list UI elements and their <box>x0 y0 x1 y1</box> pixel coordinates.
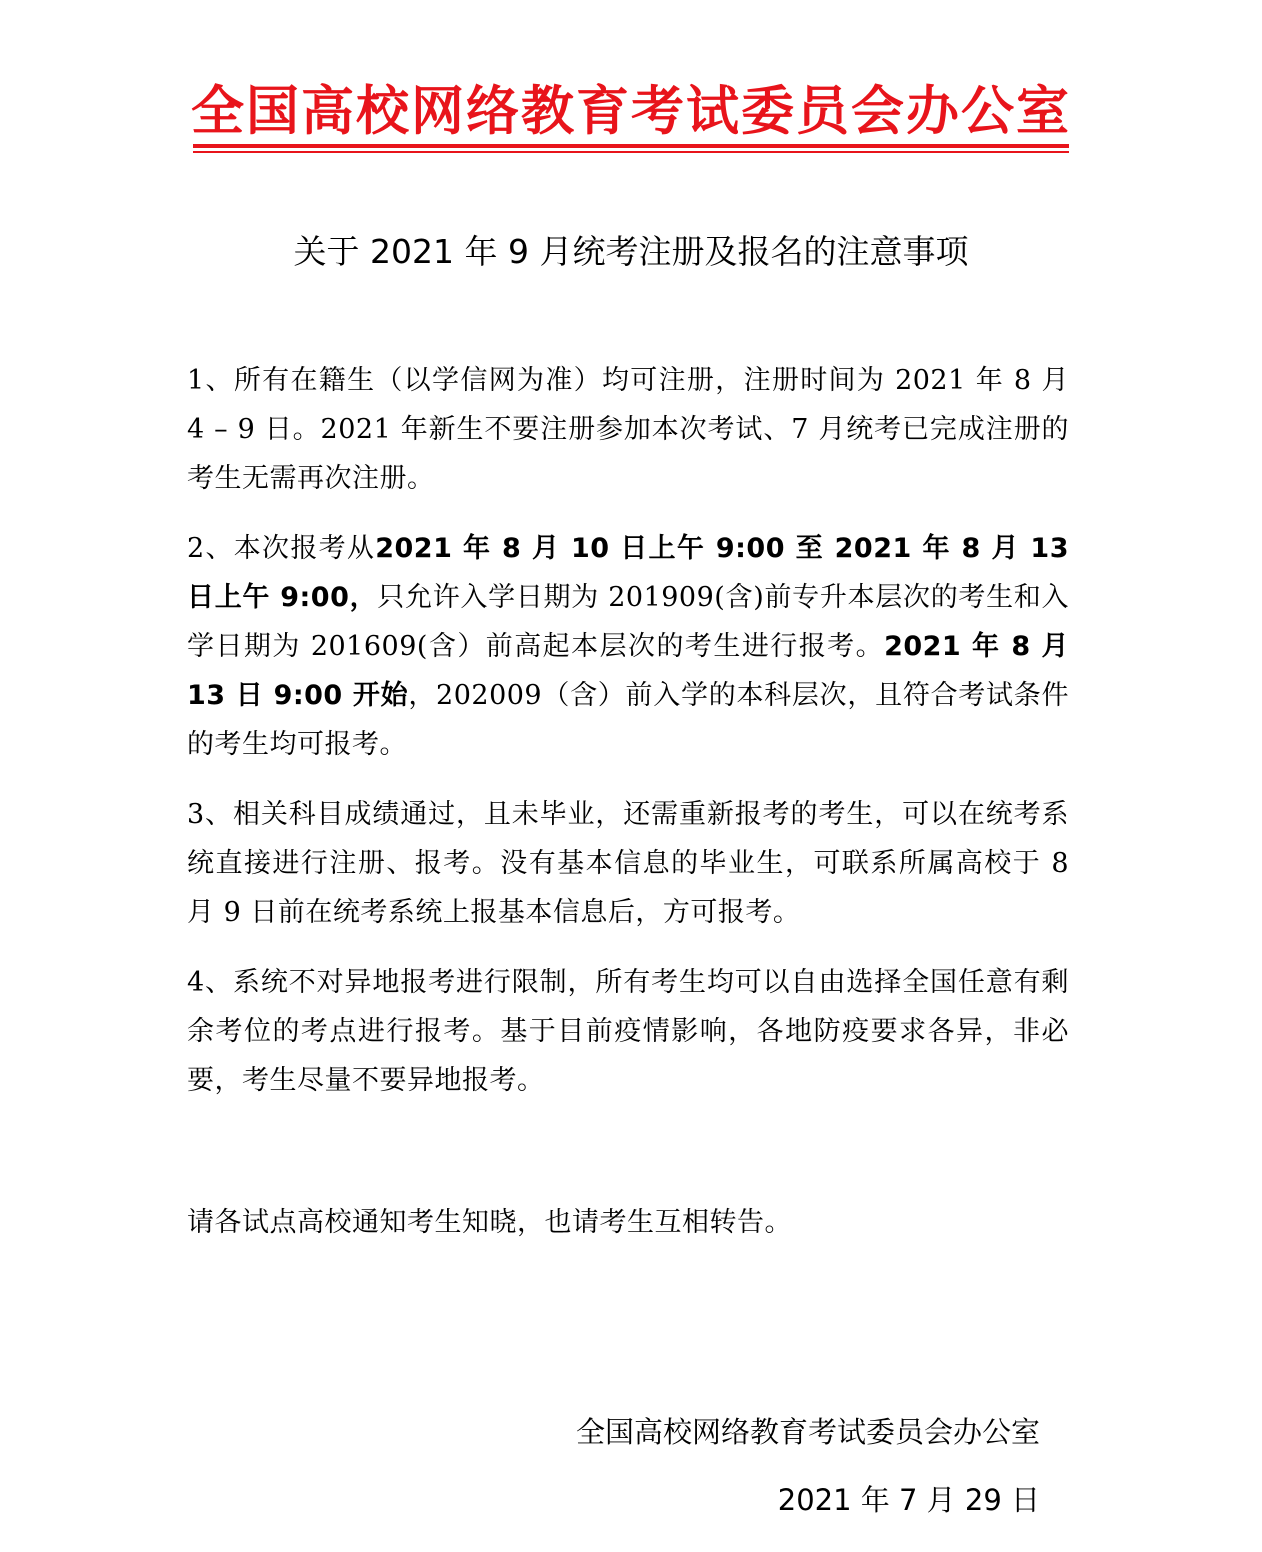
signature-org: 全国高校网络教育考试委员会办公室 <box>575 1415 1040 1449</box>
letterhead-title: 全国高校网络教育考试委员会办公室 <box>191 81 1071 142</box>
item-2 <box>187 524 1069 769</box>
item-1 <box>187 356 1069 503</box>
item-2-text-c: ，202009（含）前入学的本科层次，且符合考试条件的考生均可报考。 <box>187 680 1069 760</box>
item-1-text: 1、所有在籍生（以学信网为准）均可注册，注册时间为 2021 年 8 月 4 – 9 日。2021 年新生不要注册参加本次考试、7 月统考已完成注册的考生无需再次注册。 <box>187 365 1069 494</box>
item-3-text: 3、相关科目成绩通过，且未毕业，还需重新报考的考生，可以在统考系统直接进行注册、报考。没有基本信息的毕业生，可联系所属高校于 8 月 9 日前在统考系统上报基本信息后，方可报考。 <box>187 799 1069 928</box>
letterhead-rule-thin <box>193 151 1069 153</box>
item-4 <box>187 958 1069 1105</box>
item-3 <box>187 790 1069 937</box>
item-4-text: 4、系统不对异地报考进行限制，所有考生均可以自由选择全国任意有剩余考位的考点进行报考。基于目前疫情影响，各地防疫要求各异，非必要，考生尽量不要异地报考。 <box>187 967 1069 1096</box>
letterhead-rule-thick <box>193 144 1069 148</box>
document-title: 关于 2021 年 9 月统考注册及报名的注意事项 <box>293 232 969 271</box>
item-2-text-b: 只允许入学日期为 201909(含)前专升本层次的考生和入学日期为 201609(含）前高起本层次的考生进行报考。 <box>187 582 1070 662</box>
signature-date: 2021 年 7 月 29 日 <box>777 1483 1040 1517</box>
closing-notice: 请各试点高校通知考生知晓，也请考生互相转告。 <box>187 1207 792 1238</box>
item-2-bold-start: 2021 年 8 月 13 日 9:00 开始 <box>187 631 1069 711</box>
item-2-text-a: 2、本次报考从 <box>187 533 376 564</box>
item-2-bold-period: 2021 年 8 月 10 日上午 9:00 至 2021 年 8 月 13 日上午 9:00， <box>187 533 1069 613</box>
document-body <box>187 356 1069 1126</box>
